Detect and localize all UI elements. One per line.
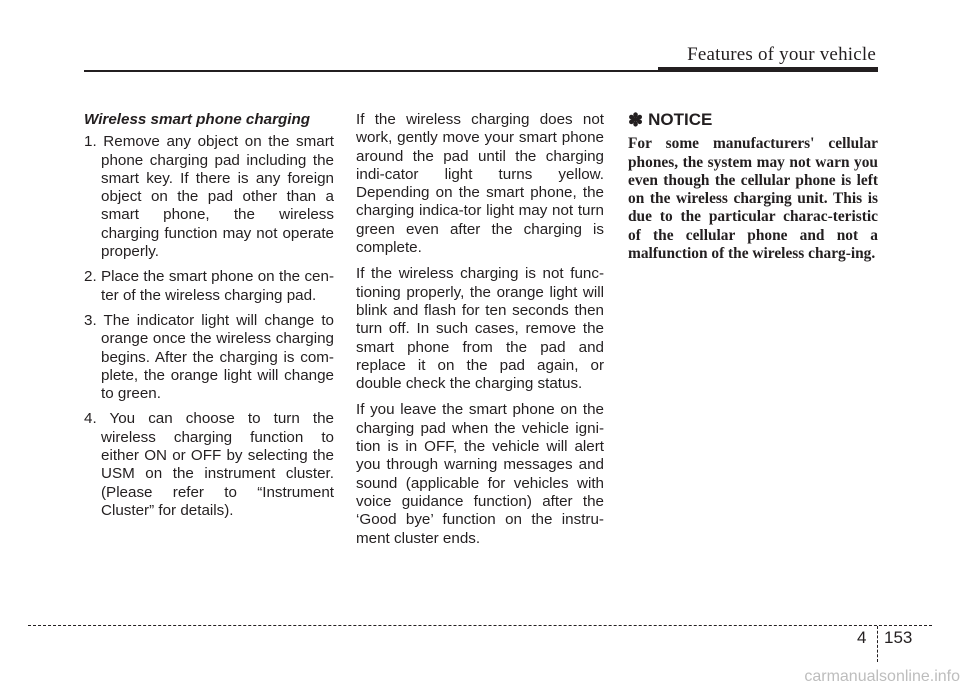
paragraph: If the wireless charging does not work, gently move your smart phone around the pad until the charging indi-cator light turns yellow. Depending on the smart phone, the charging indica-tor light may not turn green even after the charging is complete. xyxy=(356,111,604,257)
chapter-number: 4 xyxy=(857,628,867,647)
footer-vertical-divider xyxy=(877,626,878,662)
footer-divider xyxy=(28,625,932,626)
column-left xyxy=(84,111,334,527)
notice-box xyxy=(628,111,878,263)
watermark: carmanualsonline.info xyxy=(804,668,960,685)
asterisk-icon: ✽ xyxy=(628,110,644,130)
header-rule-thick xyxy=(658,67,878,72)
notice-text: For some manufacturers' cellular phones, the system may not warn you even though the cellular phone is left on the wireless charging unit. This is due to the particular charac-teristic of the cellular phone and not a malfunction of the wireless charg-ing. xyxy=(628,135,878,263)
notice-heading xyxy=(628,111,878,129)
paragraph: If the wireless charging is not func-tioning properly, the orange light will blink and flash for ten seconds then turn off. In such cases, remove the smart phone from the pad and replace it on the pad again, or double check the charging status. xyxy=(356,265,604,393)
list-item: 1. Remove any object on the smart phone charging pad including the smart key. If there is any foreign object on the pad other than a smart phone, the wireless charging function may not operate properly. xyxy=(84,133,334,261)
list-item: 3. The indicator light will change to orange once the wireless charging begins. After the charging is com-plete, the orange light will change to green. xyxy=(84,311,334,403)
notice-title: NOTICE xyxy=(648,110,713,129)
header-rule xyxy=(84,70,658,72)
column-middle xyxy=(356,111,604,556)
section-title: Wireless smart phone charging xyxy=(84,111,311,128)
page-header-title: Features of your vehicle xyxy=(687,44,876,65)
paragraph: If you leave the smart phone on the charging pad when the vehicle igni-tion is in OFF, the vehicle will alert you through warning messages and sound (applicable for vehicles with voice guidance function) after the ‘Good bye’ function on the instru-ment cluster ends. xyxy=(356,401,604,547)
page-number: 153 xyxy=(884,628,913,647)
list-item: 2. Place the smart phone on the cen-ter of the wireless charging pad. xyxy=(84,268,334,304)
list-item: 4. You can choose to turn the wireless charging function to either ON or OFF by selecting the USM on the instrument cluster. (Please refer to “Instrument Cluster” for details). xyxy=(84,410,334,519)
